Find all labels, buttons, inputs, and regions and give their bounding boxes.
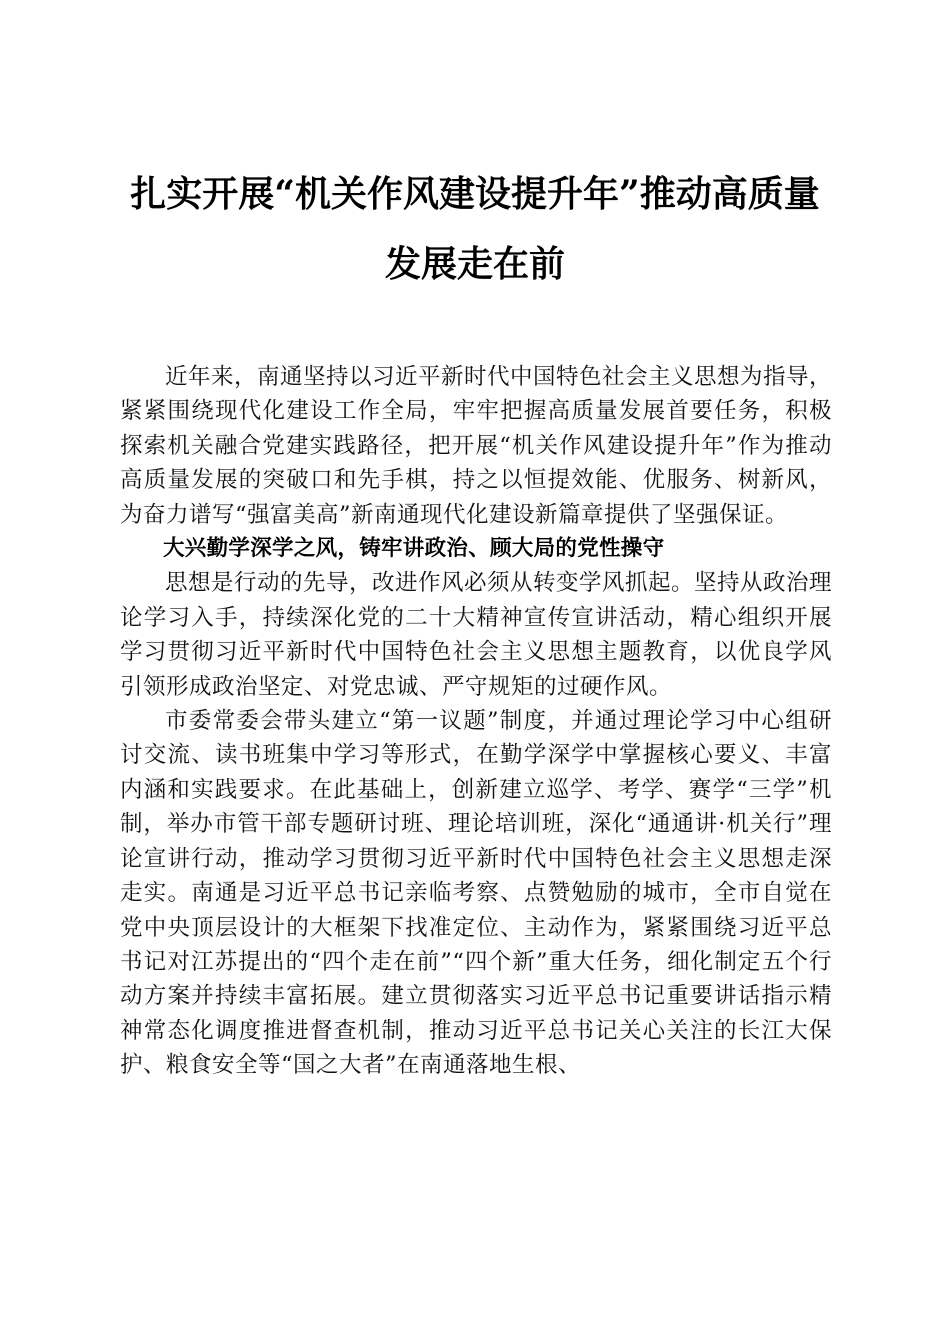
document-body (120, 360, 832, 1083)
document-title-line-1: 扎实开展“机关作风建设提升年”推动高质量 (130, 173, 820, 215)
body-paragraph: 市委常委会带头建立“第一议题”制度，并通过理论学习中心组研讨交流、读书班集中学习等形式，在勤学深学中掌握核心要义、丰富内涵和实践要求。在此基础上，创新建立巡学、考学、赛学“三学”机制，举办市管干部专题研讨班、理论培训班，深化“通通讲·机关行”理论宣讲行动，推动学习贯彻习近平新时代中国特色社会主义思想走深走实。南通是习近平总书记亲临考察、点赞勉励的城市，全市自觉在党中央顶层设计的大框架下找准定位、主动作为，紧紧围绕习近平总书记对江苏提出的“四个走在前”“四个新”重大任务，细化制定五个行动方案并持续丰富拓展。建立贯彻落实习近平总书记重要讲话指示精神常态化调度推进督查机制，推动习近平总书记关心关注的长江大保护、粮食安全等“国之大者”在南通落地生根、 (120, 708, 832, 1079)
document-title-line-2: 发展走在前 (384, 243, 565, 285)
intro-paragraph: 近年来，南通坚持以习近平新时代中国特色社会主义思想为指导，紧紧围绕现代化建设工作全局，牢牢把握高质量发展首要任务，积极探索机关融合党建实践路径，把开展“机关作风建设提升年”作为推动高质量发展的突破口和先手棋，持之以恒提效能、优服务、树新风，为奋力谱写“强富美高”新南通现代化建设新篇章提供了坚强保证。 (120, 364, 833, 528)
section-heading: 大兴勤学深学之风，铸牢讲政治、顾大局的党性操守 (163, 536, 665, 562)
body-paragraph: 思想是行动的先导，改进作风必须从转变学风抓起。坚持从政治理论学习入手，持续深化党的二十大精神宣传宣讲活动，精心组织开展学习贯彻习近平新时代中国特色社会主义思想主题教育，以优良学风引领形成政治坚定、对党忠诚、严守规矩的过硬作风。 (120, 570, 833, 700)
